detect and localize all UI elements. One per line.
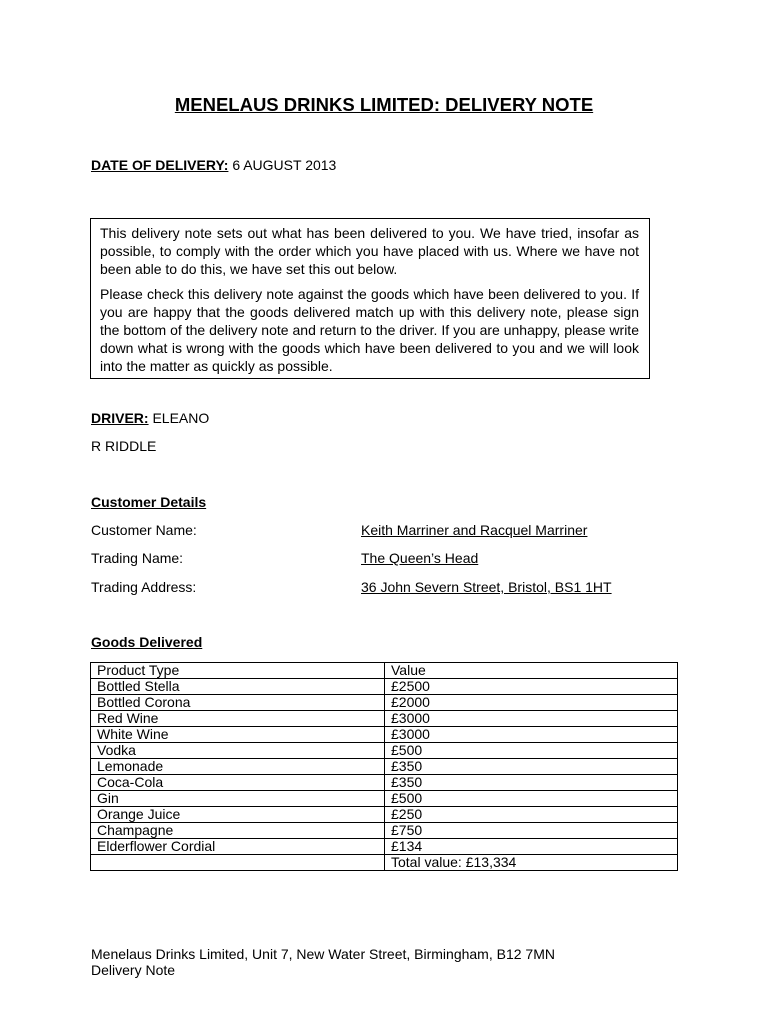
customer-details-heading: Customer Details (91, 494, 207, 510)
product-cell: Vodka (91, 743, 385, 759)
product-cell: Lemonade (91, 759, 385, 775)
table-row (91, 775, 678, 791)
value-cell: £134 (385, 839, 678, 855)
product-cell: Bottled Corona (91, 695, 385, 711)
value-cell: £500 (385, 743, 678, 759)
table-header-row (91, 663, 678, 679)
table-row (91, 743, 678, 759)
table-row (91, 727, 678, 743)
header-value: Value (385, 663, 678, 679)
table-row (91, 695, 678, 711)
table-row (91, 759, 678, 775)
product-cell: Bottled Stella (91, 679, 385, 695)
driver-name-part1: ELEANO (152, 410, 210, 426)
product-cell: Red Wine (91, 711, 385, 727)
notice-paragraph-2: Please check this delivery note against the goods which have been delivered to you. If you are happy that the goods delivered match up with this delivery note, please sign the bottom of the delivery note and return to the driver. If you are unhappy, please write down what is wrong with the goods which have been delivered to you and we will look into the matter as quickly as possible. (100, 285, 639, 375)
value-cell: £2500 (385, 679, 678, 695)
header-product-type: Product Type (91, 663, 385, 679)
product-cell: White Wine (91, 727, 385, 743)
table-row (91, 679, 678, 695)
trading-name-value: The Queen’s Head (361, 550, 479, 566)
trading-name-label: Trading Name: (91, 550, 184, 566)
product-cell: Gin (91, 791, 385, 807)
delivery-date-line (91, 157, 336, 173)
value-cell: £350 (385, 775, 678, 791)
customer-name-value: Keith Marriner and Racquel Marriner (361, 522, 588, 538)
delivery-date-value: 6 AUGUST 2013 (232, 157, 337, 173)
table-row (91, 807, 678, 823)
value-cell: £500 (385, 791, 678, 807)
table-row (91, 823, 678, 839)
page-footer (91, 946, 555, 978)
driver-label: DRIVER: (91, 410, 149, 426)
footer-label: Delivery Note (91, 962, 176, 978)
table-row (91, 791, 678, 807)
total-label-cell (91, 855, 385, 871)
trading-address-label: Trading Address: (91, 579, 197, 595)
table-row (91, 839, 678, 855)
value-cell: £3000 (385, 727, 678, 743)
notice-box (90, 218, 650, 379)
delivery-date-label: DATE OF DELIVERY: (91, 157, 229, 173)
value-cell: £250 (385, 807, 678, 823)
total-value-cell: Total value: £13,334 (385, 855, 678, 871)
value-cell: £750 (385, 823, 678, 839)
goods-delivered-heading: Goods Delivered (91, 634, 203, 650)
footer-address: Menelaus Drinks Limited, Unit 7, New Water Street, Birmingham, B12 7MN (91, 946, 555, 962)
product-cell: Elderflower Cordial (91, 839, 385, 855)
driver-name-part2: R RIDDLE (91, 438, 157, 454)
customer-name-label: Customer Name: (91, 522, 197, 538)
document-title: MENELAUS DRINKS LIMITED: DELIVERY NOTE (174, 94, 594, 115)
trading-address-value: 36 John Severn Street, Bristol, BS1 1HT (361, 579, 612, 595)
driver-line (91, 410, 209, 426)
value-cell: £350 (385, 759, 678, 775)
goods-table (90, 662, 678, 871)
product-cell: Orange Juice (91, 807, 385, 823)
product-cell: Coca-Cola (91, 775, 385, 791)
value-cell: £2000 (385, 695, 678, 711)
notice-paragraph-1: This delivery note sets out what has been delivered to you. We have tried, insofar as possible, to comply with the order which you have placed with us. Where we have not been able to do this, we have set this out below. (100, 225, 639, 278)
product-cell: Champagne (91, 823, 385, 839)
value-cell: £3000 (385, 711, 678, 727)
table-total-row (91, 855, 678, 871)
table-row (91, 711, 678, 727)
